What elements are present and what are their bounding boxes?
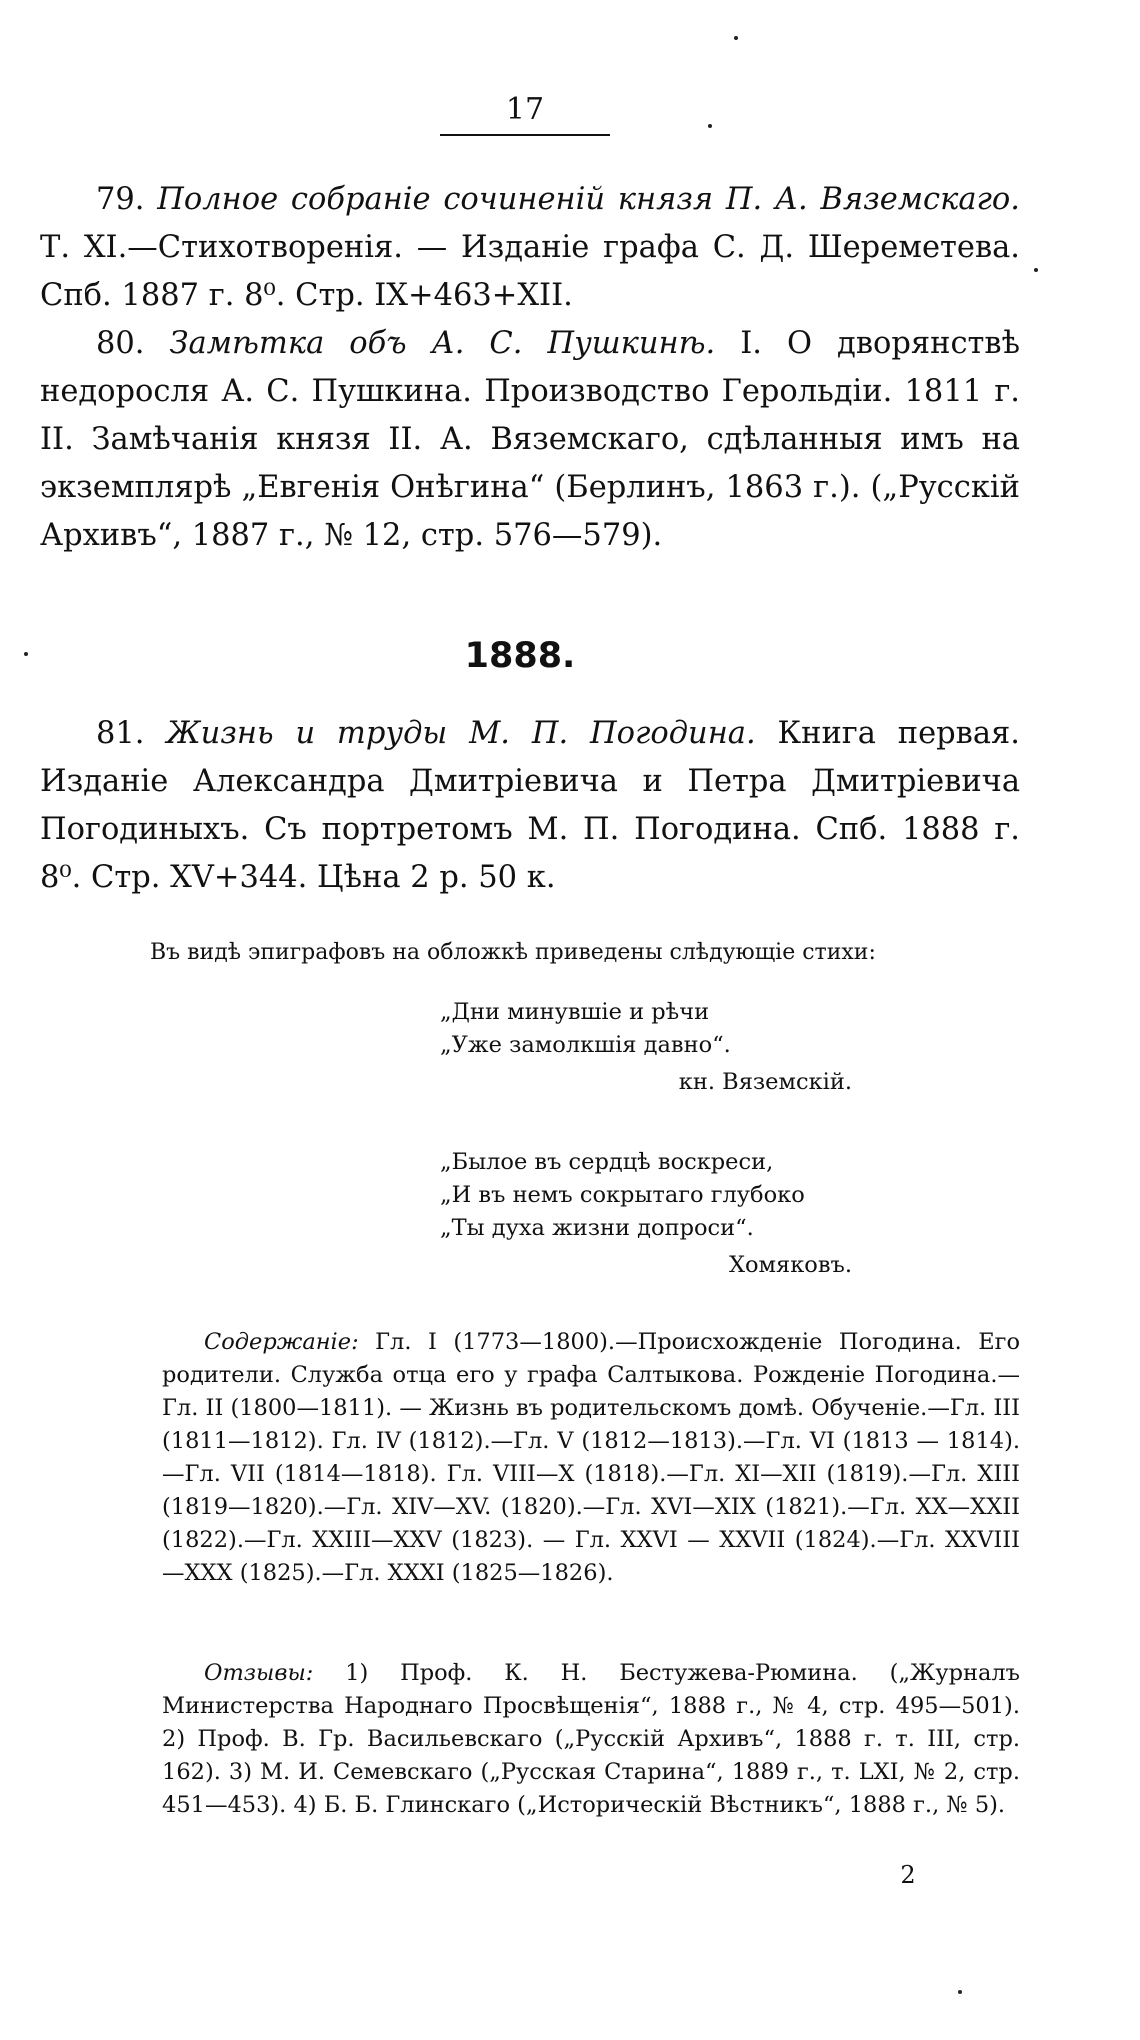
entry-title: Полное собраніе сочиненій князя П. А. Вяземскаго. — [157, 182, 1020, 217]
verse-line: „Ты духа жизни допроси“. — [440, 1215, 754, 1241]
entry-text: Книга первая. Изданіе Александра Дмитріевича и Петра Дмитріевича Погодиныхъ. Съ портретомъ М. П. Погодина. Спб. 1888 г. 8⁰. Стр. XV+344. Цѣна 2 р. 50 к. — [40, 716, 1020, 895]
contents-section — [162, 1326, 1020, 1590]
contents-text: Гл. I (1773—1800).—Происхожденіе Погодина. Его родители. Служба отца его у графа Салтыкова. Рожденіе Погодина.—Гл. II (1800—1811). — Жизнь въ родительскомъ домѣ. Обученіе.—Гл. III (1811—1812). Гл. IV (1812).—Гл. V (1812—1813).—Гл. VI (1813 — 1814).—Гл. VII (1814—1818). Гл. VIII—X (1818).—Гл. XI—XII (1819).—Гл. XIII (1819—1820).—Гл. XIV—XV. (1820).—Гл. XVI—XIX (1821).—Гл. XX—XXII (1822).—Гл. XXIII—XXV (1823). — Гл. XXVI — XXVII (1824).—Гл. XXVIII—XXX (1825).—Гл. XXXI (1825—1826). — [162, 1329, 1020, 1586]
print-speck — [734, 36, 738, 40]
print-speck — [708, 124, 712, 128]
entry-title: Замѣтка объ А. С. Пушкинѣ. — [169, 326, 716, 361]
entry-title: Жизнь и труды М. П. Погодина. — [166, 716, 756, 751]
entry-81 — [40, 710, 1020, 902]
entry-80 — [40, 320, 1020, 560]
verse-line: „Былое въ сердцѣ воскреси, — [440, 1149, 774, 1175]
entry-text: Т. XI.—Стихотворенія. — Изданіе графа С. Д. Шереметева. Спб. 1887 г. 8⁰. Стр. IX+463+XII. — [40, 230, 1020, 313]
entry-number: 79. — [96, 182, 145, 217]
entry-text: I. О дворянствѣ недоросля А. С. Пушкина. Производство Герольдіи. 1811 г. II. Замѣчанія князя II. А. Вяземскаго, сдѣланныя имъ на экземплярѣ „Евгенія Онѣгина“ (Берлинъ, 1863 г.). („Русскій Архивъ“, 1887 г., № 12, стр. 576—579). — [40, 326, 1020, 553]
verse-line: „И въ немъ сокрытаго глубоко — [440, 1182, 805, 1208]
entry-number: 81. — [96, 716, 145, 751]
reviews-label: Отзывы: — [204, 1660, 314, 1686]
epigraph-intro: Въ видѣ эпиграфовъ на обложкѣ приведены слѣдующіе стихи: — [150, 940, 876, 965]
verse-author: Хомяковъ. — [728, 1252, 852, 1278]
verse-author: кн. Вяземскій. — [678, 1069, 852, 1095]
verse-line: „Уже замолкшія давно“. — [440, 1032, 731, 1058]
reviews-section — [162, 1657, 1020, 1822]
contents-label: Содержаніе: — [204, 1329, 359, 1355]
page-number: 17 — [440, 92, 610, 136]
entry-number: 80. — [96, 326, 145, 361]
year-heading: 1888. — [464, 636, 576, 676]
epigraph-vyazemsky — [440, 996, 1040, 1099]
print-speck — [958, 1990, 962, 1994]
print-speck — [1034, 268, 1038, 272]
epigraph-khomyakov — [440, 1146, 1040, 1282]
signature-mark: 2 — [900, 1861, 916, 1889]
reviews-text: 1) Проф. К. Н. Бестужева-Рюмина. („Журналъ Министерства Народнаго Просвѣщенія“, 1888 г., № 4, стр. 495—501). 2) Проф. В. Гр. Васильевскаго („Русскій Архивъ“, 1888 г. т. III, стр. 162). 3) М. И. Семевскаго („Русская Старина“, 1889 г., т. LXI, № 2, стр. 451—453). 4) Б. Б. Глинскаго („Историческій Вѣстникъ“, 1888 г., № 5). — [162, 1660, 1020, 1818]
verse-line: „Дни минувшіе и рѣчи — [440, 999, 710, 1025]
entry-79 — [40, 176, 1020, 320]
